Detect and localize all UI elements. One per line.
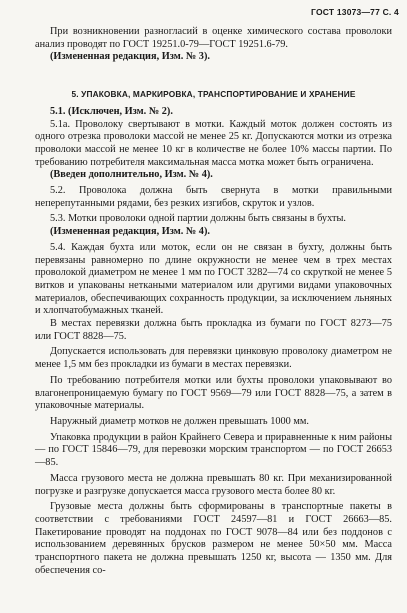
paragraph: Масса грузового места не должна превышать 80 кг. При механизированной погрузке и разгрузке допускается масса грузового места более 80 кг. xyxy=(35,472,392,497)
amendment-note: (Введен дополнительно, Изм. № 4). xyxy=(50,169,213,181)
amendment-note: (Измененная редакция, Изм. № 4). xyxy=(50,226,210,238)
paragraph: Грузовые места должны быть сформированы в транспортные пакеты в соответствии с требованиями ГОСТ 24597—81 и ГОСТ 26663—85. Пакетирование проводят на поддонах по ГОСТ 9078—84 или без поддонов с использованием деревянных брусков размером не менее 50×50 мм. Масса транспортного пакета не должна превышать 1250 кг, высота — 1350 мм. Для обеспечения со- xyxy=(35,501,392,576)
paragraph: 5.1а. Проволоку свертывают в мотки. Каждый моток должен состоять из одного отрезка проволоки массой не менее 25 кг. Допускаются мотки из отрезка проволоки массой не менее 10 кг в количестве не более 10% массы партии. По требованию потребителя максимальная масса мотка может быть ограничена. xyxy=(35,118,392,168)
page-header: ГОСТ 13073—77 С. 4 xyxy=(311,7,399,17)
amendment-note: 5.1. (Исключен, Изм. № 2). xyxy=(50,105,173,117)
paragraph: 5.2. Проволока должна быть свернута в мотки правильными неперепутанными рядами, без резких изгибов, скруток и узлов. xyxy=(35,185,392,209)
paragraph: В местах перевязки должна быть прокладка из бумаги по ГОСТ 8273—75 или ГОСТ 8828—75. xyxy=(35,318,392,342)
document-body xyxy=(35,26,392,577)
paragraph: 5.4. Каждая бухта или моток, если он не связан в бухту, должны быть перевязаны равномерно по длине окружности не менее чем в трех местах проволокой диаметром не менее 1 мм по ГОСТ 3282—74 со скруткой не менее 5 витков и упакованы неткаными материалом или другими видами упаковочных материалов, обеспечивающих сохранность продукции, за исключением льняных и хлопчатобумажных тканей. xyxy=(35,241,392,317)
paragraph: Упаковка продукции в район Крайнего Севера и приравненные к ним районы — по ГОСТ 15846—79, для перевозки морским транспортом — по ГОСТ 26653—85. xyxy=(35,431,392,469)
paragraph: По требованию потребителя мотки или бухты проволоки упаковывают во влагонепроницаемую бумагу по ГОСТ 9569—79 или ГОСТ 8828—75, а затем в упаковочные материалы. xyxy=(35,374,392,412)
amendment-note: (Измененная редакция, Изм. № 3). xyxy=(50,51,210,63)
paragraph: При возникновении разногласий в оценке химического состава проволоки анализ проводят по ГОСТ 19251.0-79—ГОСТ 19251.6-79. xyxy=(35,26,392,50)
paragraph: 5.3. Мотки проволоки одной партии должны быть связаны в бухты. xyxy=(50,213,346,225)
paragraph: Наружный диаметр мотков не должен превышать 1000 мм. xyxy=(50,415,309,427)
section-heading: 5. УПАКОВКА, МАРКИРОВКА, ТРАНСПОРТИРОВАНИЕ И ХРАНЕНИЕ xyxy=(71,89,356,100)
paragraph: Допускается использовать для перевязки цинковую проволоку диаметром не менее 1,5 мм без прокладки из бумаги в местах перевязки. xyxy=(35,346,392,371)
